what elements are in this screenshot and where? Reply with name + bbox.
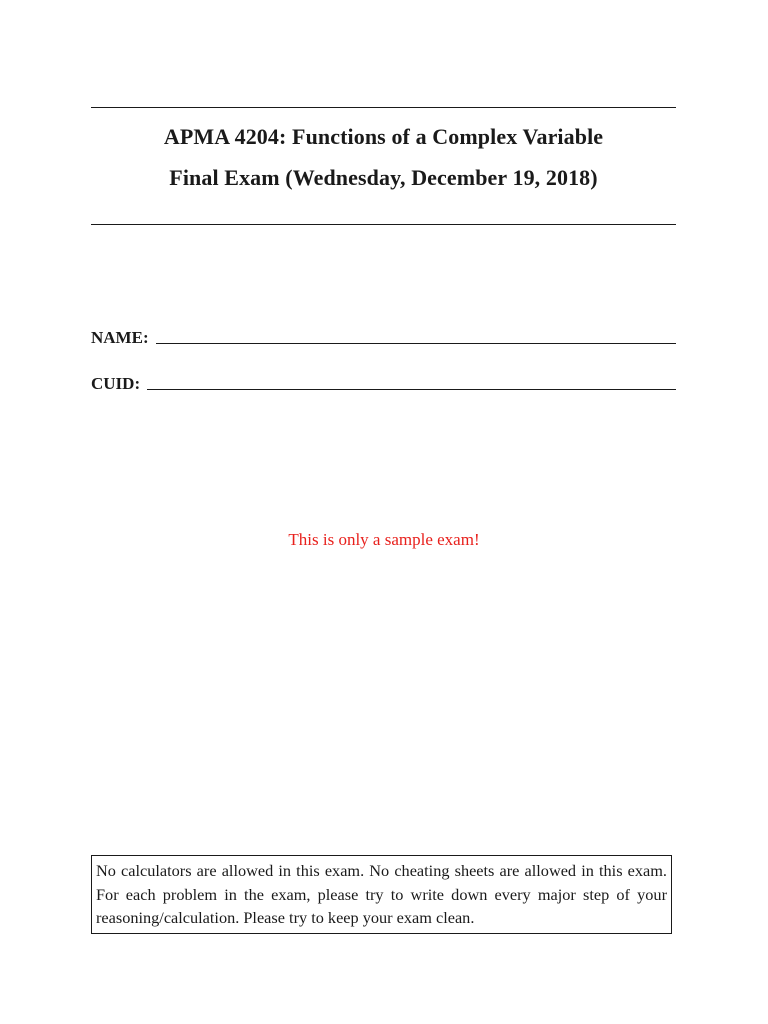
- cuid-label: CUID:: [91, 374, 141, 393]
- sample-exam-notice: This is only a sample exam!: [288, 530, 480, 549]
- cuid-blank-line[interactable]: [147, 389, 676, 390]
- name-field: [91, 326, 676, 348]
- name-label: NAME:: [91, 328, 149, 347]
- course-title: APMA 4204: Functions of a Complex Variable: [163, 124, 604, 149]
- exam-title: Final Exam (Wednesday, December 19, 2018): [169, 165, 598, 190]
- exam-instructions-box: No calculators are allowed in this exam. No cheating sheets are allowed in this exam. For each problem in the exam, please try to write down every major step of your reasoning/calculation. Please try to keep your exam clean.: [91, 855, 672, 934]
- top-rule: [91, 107, 676, 108]
- cuid-field: [91, 372, 676, 394]
- bottom-rule: [91, 224, 676, 225]
- name-blank-line[interactable]: [156, 343, 676, 344]
